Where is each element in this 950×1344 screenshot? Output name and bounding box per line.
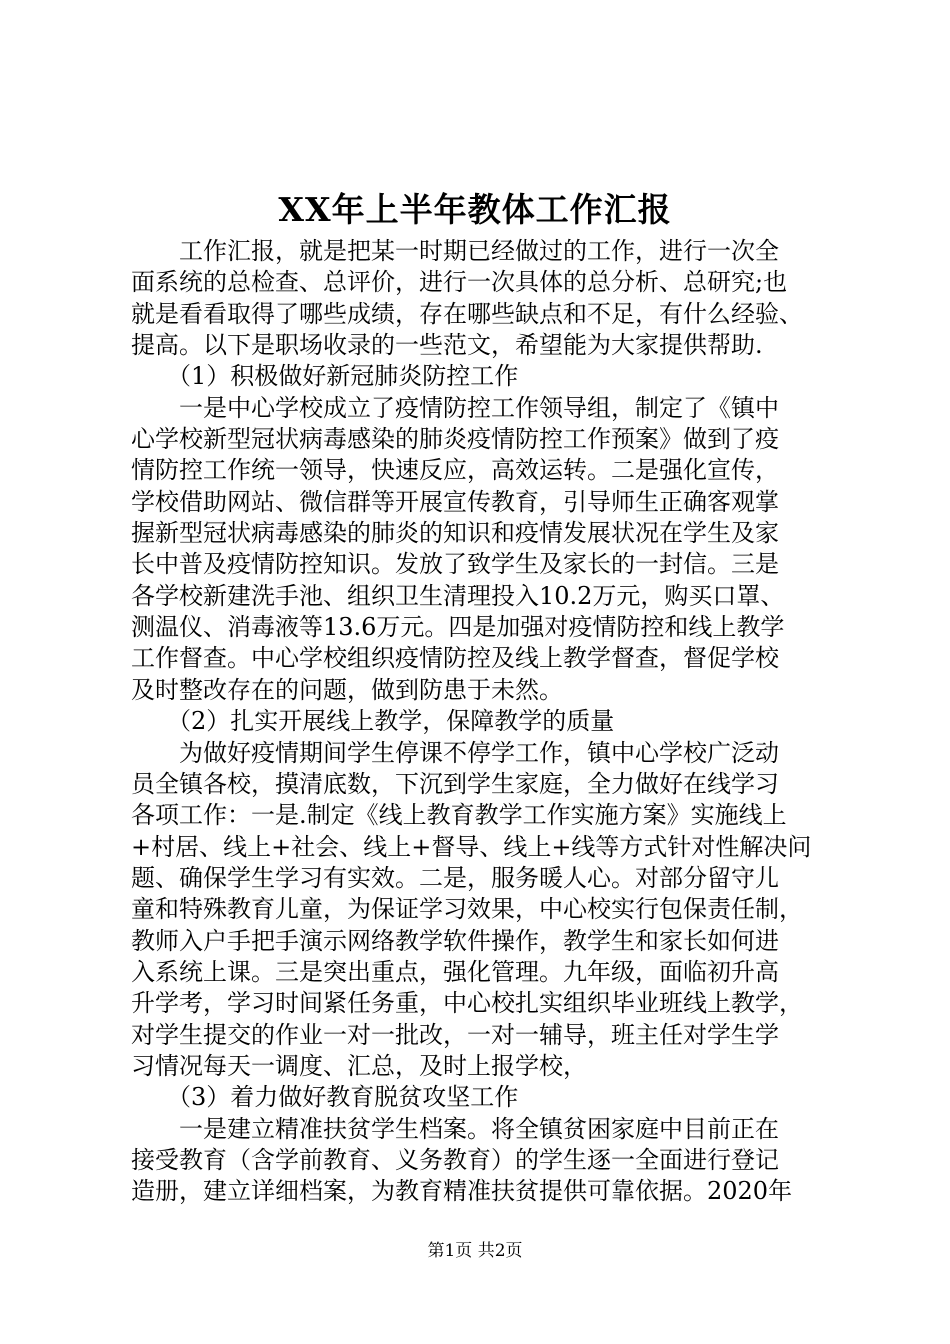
text-line: （2）扎实开展线上教学，保障教学的质量 — [131, 707, 615, 736]
document-body — [131, 236, 831, 1208]
text-line: 及时整改存在的问题，做到防患于未然。 — [131, 675, 563, 704]
text-line: 长中普及疫情防控知识。发放了致学生及家长的一封信。三是 — [131, 550, 779, 579]
text-line: （1）积极做好新冠肺炎防控工作 — [131, 362, 519, 391]
text-line: 就是看看取得了哪些成绩，存在哪些缺点和不足，有什么经验、 — [131, 299, 803, 328]
text-line: 为做好疫情期间学生停课不停学工作，镇中心学校广泛动 — [131, 738, 779, 767]
text-line: 升学考，学习时间紧任务重，中心校扎实组织毕业班线上教学， — [131, 989, 803, 1018]
text-line: 心学校新型冠状病毒感染的肺炎疫情防控工作预案》做到了疫 — [131, 425, 779, 454]
text-line: +村居、线上+社会、线上+督导、线上+线等方式针对性解决问 — [131, 832, 812, 861]
text-line: 工作汇报，就是把某一时期已经做过的工作，进行一次全 — [131, 237, 779, 265]
text-line: 各项工作：一是.制定《线上教育教学工作实施方案》实施线上 — [131, 801, 787, 830]
text-line: 入系统上课。三是突出重点，强化管理。九年级，面临初升高 — [131, 957, 779, 986]
text-line: 童和特殊教育儿童，为保证学习效果，中心校实行包保责任制， — [131, 895, 803, 924]
text-line: 提高。以下是职场收录的一些范文，希望能为大家提供帮助. — [131, 331, 763, 360]
text-line: 情防控工作统一领导，快速反应，高效运转。二是强化宣传， — [131, 456, 779, 485]
text-line: 题、确保学生学习有实效。二是，服务暖人心。对部分留守儿 — [131, 863, 779, 892]
text-line: 学校借助网站、微信群等开展宣传教育，引导师生正确客观掌 — [131, 487, 779, 516]
text-line: 对学生提交的作业一对一批改，一对一辅导，班主任对学生学 — [131, 1020, 779, 1049]
text-line: 造册，建立详细档案，为教育精准扶贫提供可靠依据。2020年 — [131, 1177, 793, 1206]
text-line: 接受教育（含学前教育、义务教育）的学生逐一全面进行登记 — [131, 1145, 779, 1174]
page-footer: 第1页 共2页 — [427, 1241, 523, 1261]
text-line: 各学校新建洗手池、组织卫生清理投入10.2万元，购买口罩、 — [131, 581, 785, 610]
text-line: 教师入户手把手演示网络教学软件操作，教学生和家长如何进 — [131, 926, 779, 955]
text-line: 测温仪、消毒液等13.6万元。四是加强对疫情防控和线上教学 — [131, 613, 785, 642]
text-line: 一是中心学校成立了疫情防控工作领导组，制定了《镇中 — [131, 393, 779, 422]
text-line: 一是建立精准扶贫学生档案。将全镇贫困家庭中目前正在 — [131, 1114, 779, 1143]
text-line: 员全镇各校，摸清底数，下沉到学生家庭，全力做好在线学习 — [131, 769, 779, 798]
text-line: 面系统的总检查、总评价，进行一次具体的总分析、总研究;也 — [131, 268, 788, 297]
text-line: （3）着力做好教育脱贫攻坚工作 — [131, 1083, 519, 1112]
document-title: XX年上半年教体工作汇报 — [278, 190, 672, 229]
text-line: 工作督查。中心学校组织疫情防控及线上教学督查，督促学校 — [131, 644, 779, 673]
text-line: 习情况每天一调度、汇总，及时上报学校， — [131, 1051, 587, 1080]
text-line: 握新型冠状病毒感染的肺炎的知识和疫情发展状况在学生及家 — [131, 519, 779, 548]
